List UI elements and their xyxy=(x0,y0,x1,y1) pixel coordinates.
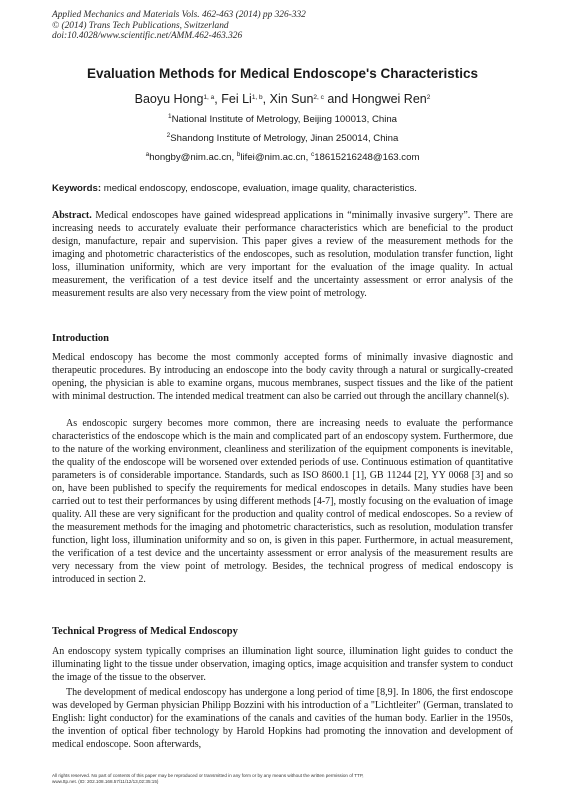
author-superscript: 2, c xyxy=(313,94,324,101)
email-link[interactable]: 18615216248@163.com xyxy=(314,152,420,163)
author-superscript: 1, b xyxy=(251,94,263,101)
copyright-footer xyxy=(52,773,522,785)
affiliation-text: National Institute of Metrology, Beijing 100013, China xyxy=(171,114,398,125)
paper-title: Evaluation Methods for Medical Endoscope's Characteristics xyxy=(86,66,479,81)
affiliation-superscript: 1 xyxy=(167,113,172,120)
abstract-label: Abstract. xyxy=(52,210,92,221)
email-superscript: b xyxy=(236,151,241,158)
author-superscript: 2 xyxy=(426,94,431,101)
intro-paragraph-2: As endoscopic surgery becomes more common, there are increasing needs to evaluate the performance characteristics of the endoscope which is the main and complicated part of an endoscopy system. Furthermore, due to the nature of the working environment, cleanliness and sterilization of the equipment components is inevitable, the quality of the endoscope will be worsened over extended periods of use. Continuous estimation of quantitative parameters is of considerable importance. Standards, such as ISO 8600.1 [1], GB 11244 [2], YY 0068 [3] and so on, have been published to specify the requirements for medical endoscopes in details. Many studies have been carried out to test their performances by using different methods [4-7], mostly focusing on the evaluation of image quality. All these are very significant for the production and quality control of medical endoscopes. So a review of the measurement methods for the imaging and photometric characteristics, such as resolution, modulation transfer function, light loss, illumination uniformity and so on, is given in this paper. Furthermore, in actual measurement, the verification of a test device and the uncertainty assessment or error analysis of the measurement results are very necessary from the view point of metrology. Besides, the technical progress of medical endoscopy is introduced in section 2. xyxy=(52,418,513,585)
affiliation-2 xyxy=(0,133,565,144)
journal-header xyxy=(52,10,512,42)
footer-line-2: www.ttp.net. (ID: 202.108.168.57/11/12/13,02:35:15) xyxy=(52,779,159,784)
section-heading-introduction: Introduction xyxy=(52,333,109,344)
affiliation-superscript: 2 xyxy=(166,132,171,139)
intro-paragraph-1: Medical endoscopy has become the most commonly accepted forms of minimally invasive diagnostic and therapeutic procedures. By introducing an endoscope into the body cavity through a natural or surgically-created opening, the physician is able to examine organs, mucous membranes, suspect tissues and the like of the patient with minimal destruction. The intended medical treatment can also be carried out through the ancillary channel(s). xyxy=(52,352,513,402)
keywords-label: Keywords: xyxy=(52,183,102,194)
footer-line-1: All rights reserved. No part of contents of this paper may be reproduced or transmitted in any form or by any means without the written permission of TTP, xyxy=(52,773,364,778)
author-name: Xin Sun xyxy=(269,92,314,106)
journal-citation: Applied Mechanics and Materials Vols. 462-463 (2014) pp 326-332 xyxy=(52,10,306,20)
progress-paragraph-2: The development of medical endoscopy has undergone a long period of time [8,9]. In 1806, the first endoscope was developed by German physician Philipp Bozzini with his introduction of a "Lichtleiter" (German, translated to English: light conductor) for the examinations of the canals and cavities of the human body. Earlier in the 1950s, the invention of optical fiber technology by Harold Hopkins had promoting the innovation and development of medical endoscope. Soon afterwards, xyxy=(52,687,513,750)
email-superscript: a xyxy=(145,151,150,158)
abstract-text: Medical endoscopes have gained widespread applications in “minimally invasive surgery”. There are increasing needs to accurately evaluate their performance characteristics which are beneficial to the product design, manufacture, repair and supervision. This paper gives a review of the measurement methods for the imaging and photometric characteristics of the endoscopes, such as resolution, modulation transfer function, light loss, illumination uniformity, which are very important for the evaluation of the image quality. In actual measurement, the verification of a test device itself and the uncertainty assessment or error analysis of the measurement results are also very necessary from the view point of metrology. xyxy=(52,210,513,299)
author-separator: , xyxy=(262,92,270,106)
email-link[interactable]: hongby@nim.ac.cn, xyxy=(149,152,237,163)
author-list xyxy=(0,92,565,106)
author-emails xyxy=(0,152,565,163)
author-superscript: 1, a xyxy=(203,94,215,101)
affiliation-1 xyxy=(0,114,565,125)
author-separator: , xyxy=(214,92,222,106)
email-link[interactable]: lifei@nim.ac.cn, xyxy=(240,152,311,163)
author-name: Fei Li xyxy=(221,92,252,106)
email-superscript: c xyxy=(310,151,315,158)
abstract xyxy=(52,209,513,300)
copyright-line: © (2014) Trans Tech Publications, Switzerland xyxy=(52,20,229,31)
keywords xyxy=(52,183,522,194)
author-separator: and xyxy=(323,92,352,106)
keywords-text: medical endoscopy, endoscope, evaluation, image quality, characteristics. xyxy=(101,183,417,194)
author-name: Baoyu Hong xyxy=(134,92,204,106)
progress-paragraph-1: An endoscopy system typically comprises an illumination light source, illumination light guides to conduct the illuminating light to the tissue under observation, imaging optics, image acquisition and transfer system to conduct the image of the tissue to the observer. xyxy=(52,646,513,683)
doi-line: doi:10.4028/www.scientific.net/AMM.462-463.326 xyxy=(52,31,243,42)
author-name: Hongwei Ren xyxy=(351,92,427,106)
affiliation-text: Shandong Institute of Metrology, Jinan 250014, China xyxy=(170,133,399,144)
section-heading-technical-progress: Technical Progress of Medical Endoscopy xyxy=(52,626,238,637)
